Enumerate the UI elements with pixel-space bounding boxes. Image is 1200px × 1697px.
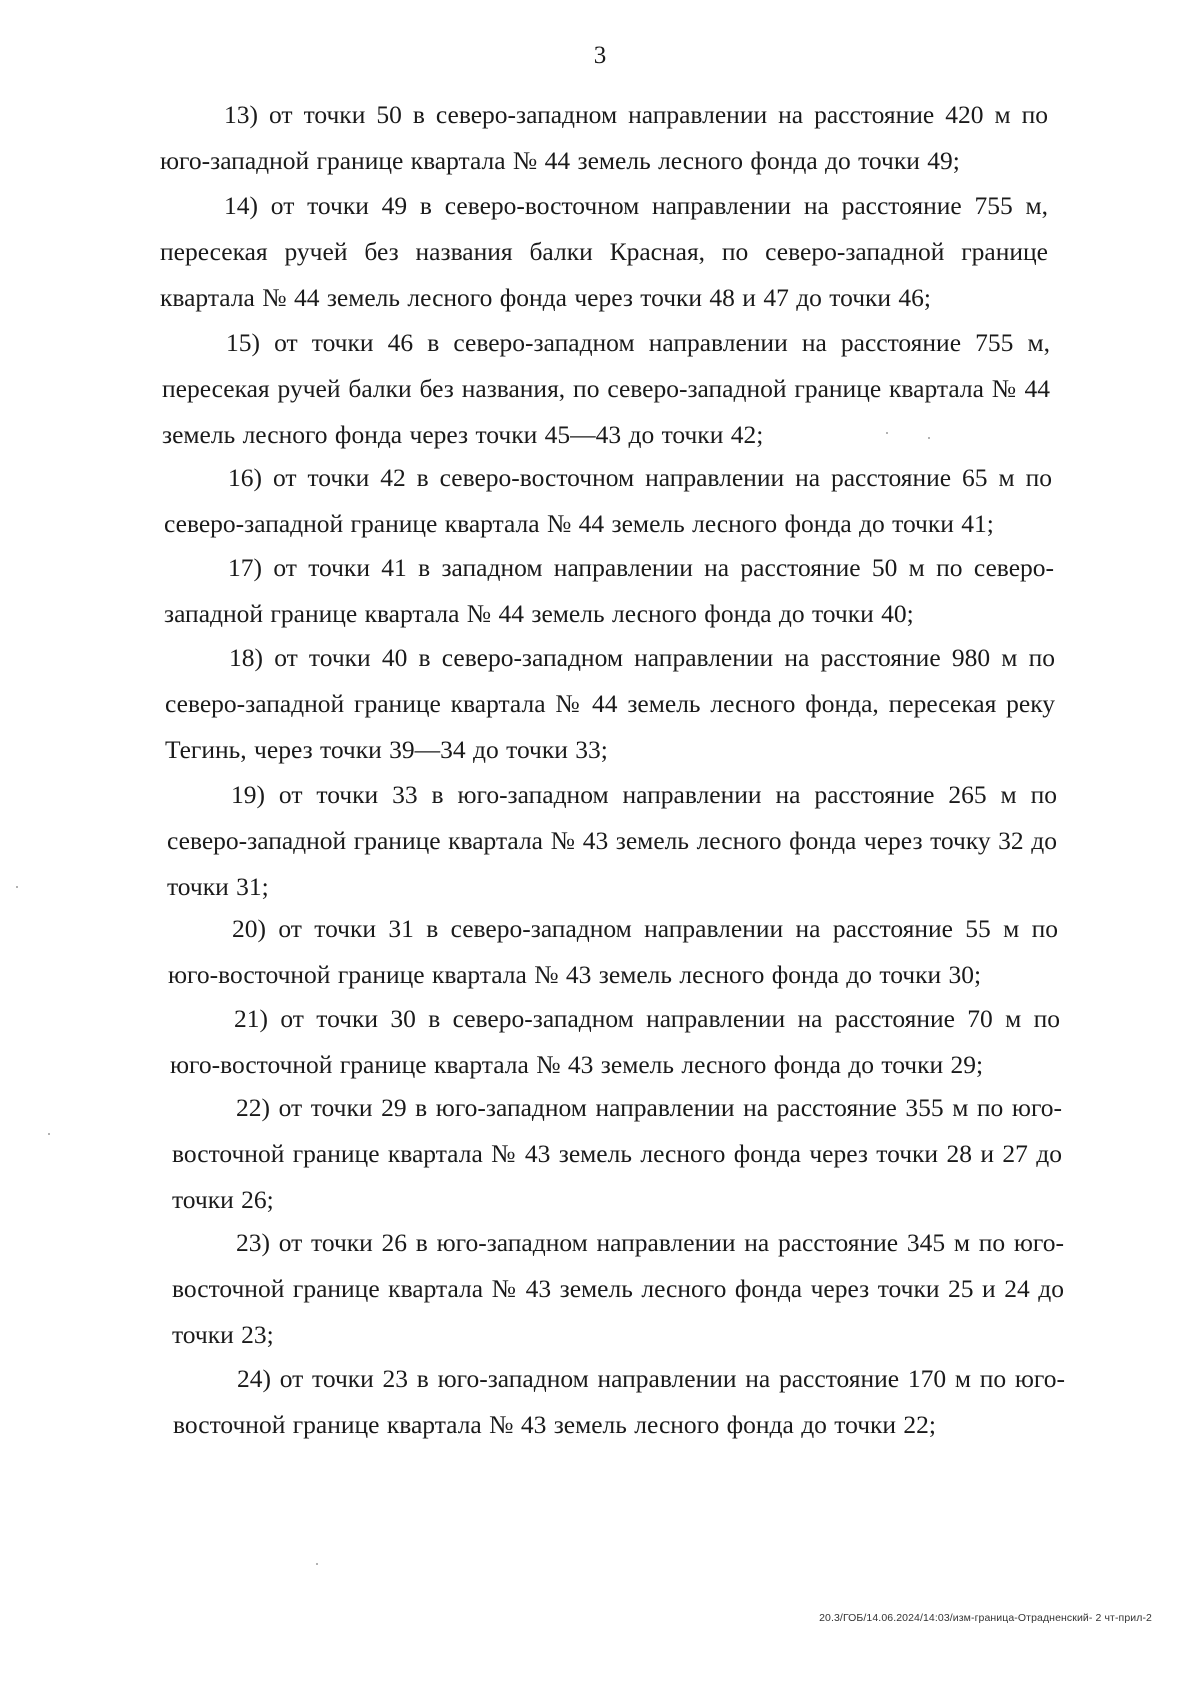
item-number: 21) <box>234 1004 268 1033</box>
item-text: от точки 40 в северо-западном направлении на расстояние 980 м по северо-западной границе квартала № 44 земель лесного фонда, пересекая реку Тегинь, через точки 39—34 до точки 33; <box>165 643 1055 764</box>
item-number: 18) <box>229 643 263 672</box>
scan-speck <box>928 437 930 439</box>
item-number: 17) <box>228 553 262 582</box>
list-item <box>160 92 1048 184</box>
list-item <box>172 1220 1064 1358</box>
item-text: от точки 42 в северо-восточном направлении на расстояние 65 м по северо-западной границе квартала № 44 земель лесного фонда до точки 41; <box>164 463 1053 538</box>
item-text: от точки 41 в западном направлении на расстояние 50 м по северо-западной границе квартала № 44 земель лесного фонда до точки 40; <box>164 553 1054 628</box>
list-item <box>164 545 1054 637</box>
item-text: от точки 30 в северо-западном направлении на расстояние 70 м по юго-восточной границе квартала № 43 земель лесного фонда до точки 29; <box>170 1004 1061 1079</box>
item-text: от точки 49 в северо-восточном направлении на расстояние 755 м, пересекая ручей без названия балки Красная, по северо-западной границе квартала № 44 земель лесного фонда через точки 48 и 47 до точки 46; <box>160 191 1048 312</box>
list-item <box>167 772 1057 910</box>
item-number: 15) <box>226 328 260 357</box>
item-text: от точки 33 в юго-западном направлении на расстояние 265 м по северо-западной границе квартала № 43 земель лесного фонда через точку 32 до точки 31; <box>167 780 1057 901</box>
scan-speck <box>48 1133 50 1135</box>
item-number: 19) <box>231 780 265 809</box>
item-text: от точки 23 в юго-западном направлении на расстояние 170 м по юго-восточной границе квартала № 43 земель лесного фонда до точки 22; <box>173 1364 1065 1439</box>
item-number: 24) <box>237 1364 271 1393</box>
page-number: 3 <box>593 42 607 69</box>
list-item <box>172 1085 1062 1223</box>
item-text: от точки 50 в северо-западном направлении на расстояние 420 м по юго-западной границе квартала № 44 земель лесного фонда до точки 49; <box>160 100 1048 175</box>
item-number: 23) <box>236 1228 270 1257</box>
scan-speck <box>16 886 18 888</box>
item-text: от точки 26 в юго-западном направлении на расстояние 345 м по юго-восточной границе квартала № 43 земель лесного фонда через точки 25 и 24 до точки 23; <box>172 1228 1064 1349</box>
item-text: от точки 46 в северо-западном направлении на расстояние 755 м, пересекая ручей балки без названия, по северо-западной границе квартала № 44 земель лесного фонда через точки 45—43 до точки 42; <box>162 328 1050 449</box>
scan-speck <box>316 1563 318 1565</box>
list-item <box>170 996 1060 1088</box>
item-text: от точки 29 в юго-западном направлении на расстояние 355 м по юго-восточной границе квартала № 43 земель лесного фонда через точки 28 и 27 до точки 26; <box>172 1093 1063 1214</box>
list-item <box>168 906 1058 998</box>
scan-speck <box>886 432 888 434</box>
item-number: 20) <box>232 914 266 943</box>
list-item <box>165 635 1055 773</box>
document-footer-code: 20.3/ГОБ/14.06.2024/14:03/изм-граница-Отрадненский- 2 чт-прил-2 <box>819 1612 1152 1624</box>
list-item <box>173 1356 1065 1448</box>
item-number: 22) <box>236 1093 270 1122</box>
item-text: от точки 31 в северо-западном направлении на расстояние 55 м по юго-восточной границе квартала № 43 земель лесного фонда до точки 30; <box>168 914 1059 989</box>
list-item <box>160 183 1048 321</box>
item-number: 13) <box>224 100 258 129</box>
item-number: 14) <box>224 191 258 220</box>
list-item <box>164 455 1052 547</box>
list-item <box>162 320 1050 458</box>
item-number: 16) <box>228 463 262 492</box>
